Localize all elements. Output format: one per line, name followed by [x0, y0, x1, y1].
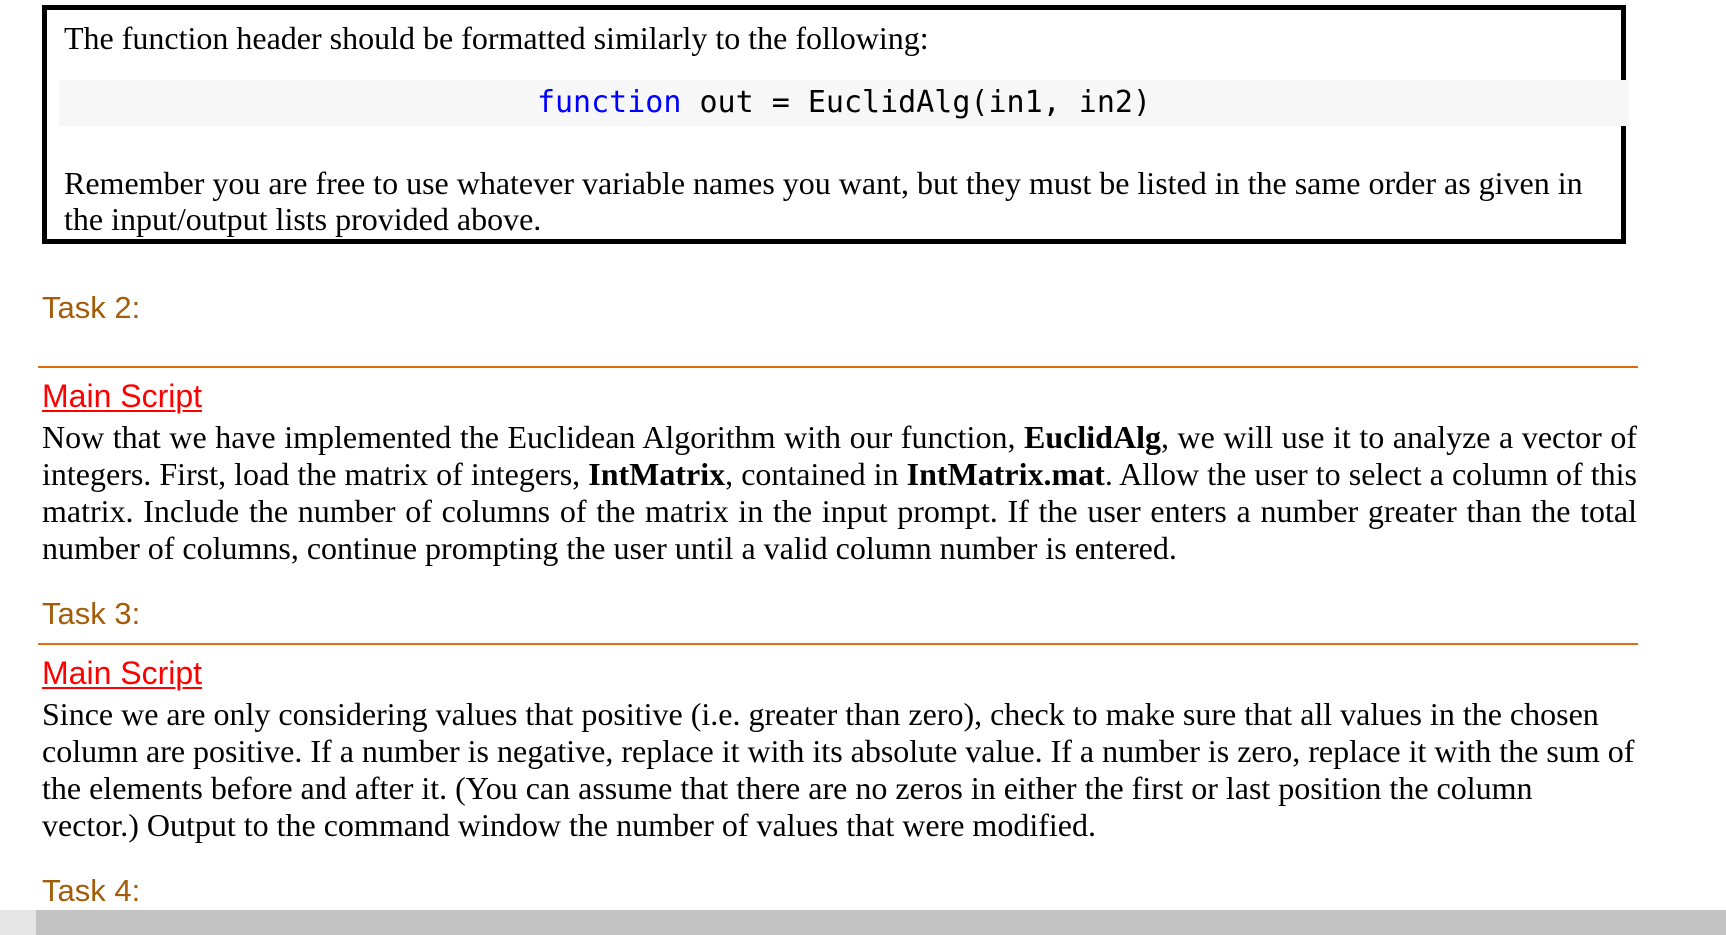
task-2-bold-intmatrix: IntMatrix	[588, 456, 726, 492]
task-2-divider	[38, 366, 1638, 368]
function-header-box	[42, 5, 1626, 244]
task-2-section-title: Main Script	[42, 378, 203, 414]
task-2-paragraph	[42, 419, 1637, 567]
task-3-section-title: Main Script	[42, 655, 203, 691]
task-3-heading: Task 3:	[42, 596, 141, 631]
function-signature-code	[59, 80, 1629, 126]
task-2-text-3: , contained in	[725, 456, 907, 492]
bottom-bar-left-edge	[0, 910, 36, 935]
code-signature: out = EuclidAlg(in1, in2)	[681, 85, 1152, 120]
header-intro-text: The function header should be formatted similarly to the following:	[64, 20, 929, 56]
task-2-heading: Task 2:	[42, 290, 141, 325]
task-2-text-1: Now that we have implemented the Euclidean Algorithm with our function,	[42, 419, 1025, 455]
code-keyword: function	[536, 85, 682, 120]
task-2-bold-euclidalg: EuclidAlg	[1024, 419, 1161, 455]
horizontal-scrollbar[interactable]	[36, 910, 1726, 935]
task-2-bold-intmatrix-mat: IntMatrix.mat	[906, 456, 1105, 492]
task-2-text-2: , we will use it to analyze a vector of integers. First, load the matrix of integers,	[42, 419, 1638, 492]
task-3-paragraph: Since we are only considering values that positive (i.e. greater than zero), check to make sure that all values in the chosen column are positive. If a number is negative, replace it with its absolute value. If a number is zero, replace it with the sum of the elements before and after it. (You can assume that there are no zeros in either the first or last position the column vector.) Output to the command window the number of values that were modified.	[42, 696, 1635, 843]
task-4-heading: Task 4:	[42, 873, 141, 908]
task-2-text-4: . Allow the user to select a column of this matrix. Include the number of columns of the matrix in the input prompt. If the user enters a number greater than the total number of columns, continue prompting the user until a valid column number is entered.	[42, 456, 1638, 566]
header-note-text: Remember you are free to use whatever variable names you want, but they must be listed in the same order as given in the input/output lists provided above.	[64, 165, 1583, 237]
task-3-divider	[38, 643, 1638, 645]
